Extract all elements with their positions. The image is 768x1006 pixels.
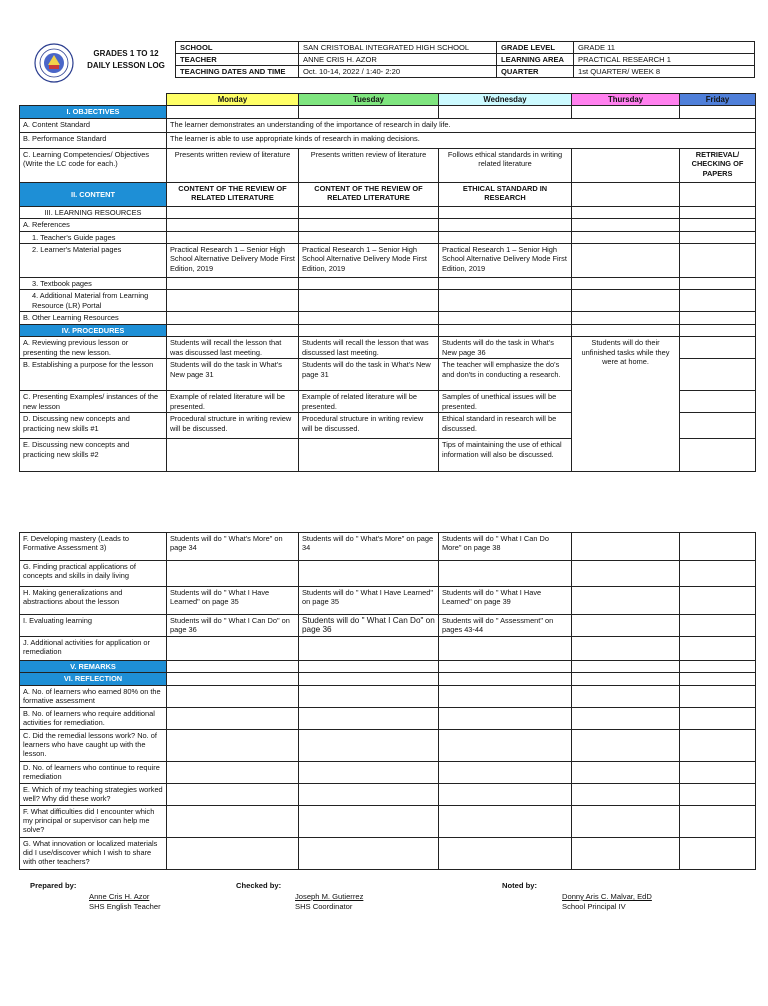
title-line-1: GRADES 1 TO 12 (93, 49, 159, 58)
procedure-e-label: E. Discussing new concepts and practicing new skills #2 (20, 439, 167, 472)
procedure-h-label: H. Making generalizations and abstractions about the lesson (20, 587, 167, 615)
procedure-thursday: Students will do their unfinished tasks while they were at home. (572, 337, 680, 472)
noted-by-name: Donny Aris C. Malvar, EdD (562, 892, 652, 901)
reflection-heading: VI. REFLECTION (20, 673, 167, 685)
lm-tuesday: Practical Research 1 – Senior High School Alternative Delivery Mode First Edition, 2019 (299, 244, 439, 278)
lesson-table-part2 (19, 532, 756, 870)
procedure-i-wednesday: Students will do " Assessment" on pages 43-44 (439, 615, 572, 637)
procedure-c-tuesday: Example of related literature will be presented. (299, 391, 439, 413)
day-header-tuesday: Tuesday (299, 94, 439, 106)
content-monday: CONTENT OF THE REVIEW OF RELATED LITERATURE (167, 182, 299, 206)
procedure-g-label: G. Finding practical applications of concepts and skills in daily living (20, 561, 167, 587)
content-standard-label: A. Content Standard (20, 118, 167, 132)
procedure-i-tuesday: Students will do " What I Can Do" on page 36 (299, 615, 439, 637)
reflection-g-label: G. What innovation or localized materials did I use/discover which I wish to share with other teachers? (20, 837, 167, 869)
procedure-b-label: B. Establishing a purpose for the lesson (20, 359, 167, 391)
procedure-b-tuesday: Students will do the task in What's New page 31 (299, 359, 439, 391)
document-title (78, 48, 174, 72)
procedure-b-monday: Students will do the task in What's New page 31 (167, 359, 299, 391)
procedure-d-tuesday: Procedural structure in writing review will be discussed. (299, 413, 439, 439)
procedure-d-wednesday: Ethical standard in research will be discussed. (439, 413, 572, 439)
noted-by-label: Noted by: (502, 881, 538, 890)
quarter-value: 1st QUARTER/ WEEK 8 (574, 66, 755, 78)
lc-wednesday: Follows ethical standards in writing related literature (439, 148, 572, 182)
content-heading: II. CONTENT (20, 182, 167, 206)
procedure-f-wednesday: Students will do " What I Can Do More" on page 38 (439, 533, 572, 561)
teacher-value: ANNE CRIS H. AZOR (299, 54, 497, 66)
procedure-a-monday: Students will recall the lesson that was discussed last meeting. (167, 337, 299, 359)
checked-by-name: Joseph M. Gutierrez (295, 892, 364, 901)
performance-standard-label: B. Performance Standard (20, 132, 167, 148)
lm-wednesday: Practical Research 1 – Senior High School Alternative Delivery Mode First Edition, 2019 (439, 244, 572, 278)
procedure-e-wednesday: Tips of maintaining the use of ethical information will also be discussed. (439, 439, 572, 472)
school-value: SAN CRISTOBAL INTEGRATED HIGH SCHOOL (299, 42, 497, 54)
dates-label: TEACHING DATES AND TIME (176, 66, 299, 78)
procedure-j-label: J. Additional activities for application or remediation (20, 637, 167, 661)
grade-level-label: GRADE LEVEL (497, 42, 574, 54)
learning-area-label: LEARNING AREA (497, 54, 574, 66)
prepared-by-name: Anne Cris H. Azor (89, 892, 150, 901)
prepared-by-title: SHS English Teacher (89, 902, 161, 911)
grade-level-value: GRADE 11 (574, 42, 755, 54)
learning-resources-heading: III. LEARNING RESOURCES (20, 206, 167, 218)
reflection-f-label: F. What difficulties did I encounter which my principal or supervisor can help me solve? (20, 805, 167, 837)
checked-by-label: Checked by: (236, 881, 282, 890)
procedure-i-label: I. Evaluating learning (20, 615, 167, 637)
reflection-c-label: C. Did the remedial lessons work? No. of learners who have caught up with the lesson. (20, 729, 167, 761)
reflection-a-label: A. No. of learners who earned 80% on the formative assessment (20, 685, 167, 707)
day-header-thursday: Thursday (572, 94, 680, 106)
textbook-label: 3. Textbook pages (20, 278, 167, 290)
procedures-heading: IV. PROCEDURES (20, 324, 167, 336)
checked-by-title: SHS Coordinator (295, 902, 353, 911)
performance-standard-value: The learner is able to use appropriate kinds of research in making decisions. (167, 132, 756, 148)
procedure-h-wednesday: Students will do " What I Have Learned" on page 39 (439, 587, 572, 615)
prepared-by-label: Prepared by: (30, 881, 77, 890)
objectives-heading: I. OBJECTIVES (20, 106, 167, 118)
procedure-d-monday: Procedural structure in writing review will be discussed. (167, 413, 299, 439)
day-header-monday: Monday (167, 94, 299, 106)
quarter-label: QUARTER (497, 66, 574, 78)
dates-value: Oct. 10-14, 2022 / 1:40- 2:20 (299, 66, 497, 78)
remarks-heading: V. REMARKS (20, 661, 167, 673)
learning-area-value: PRACTICAL RESEARCH 1 (574, 54, 755, 66)
other-resources-label: B. Other Learning Resources (20, 312, 167, 324)
teachers-guide-label: 1. Teacher's Guide pages (20, 231, 167, 243)
content-wednesday: ETHICAL STANDARD IN RESEARCH (439, 182, 572, 206)
teacher-label: TEACHER (176, 54, 299, 66)
day-header-friday: Friday (680, 94, 756, 106)
learning-competencies-label: C. Learning Competencies/ Objectives (Write the LC code for each.) (20, 148, 167, 182)
procedure-a-tuesday: Students will recall the lesson that was discussed last meeting. (299, 337, 439, 359)
procedure-c-wednesday: Samples of unethical issues will be presented. (439, 391, 572, 413)
reflection-b-label: B. No. of learners who require additional activities for remediation. (20, 707, 167, 729)
day-header-wednesday: Wednesday (439, 94, 572, 106)
deped-seal-icon (34, 43, 74, 83)
procedure-i-monday: Students will do " What I Can Do" on page 36 (167, 615, 299, 637)
content-standard-value: The learner demonstrates an understanding of the importance of research in daily life. (167, 118, 756, 132)
procedure-f-tuesday: Students will do " What's More" on page 34 (299, 533, 439, 561)
procedure-h-tuesday: Students will do " What I Have Learned" on page 35 (299, 587, 439, 615)
procedure-c-monday: Example of related literature will be presented. (167, 391, 299, 413)
noted-by-title: School Principal IV (562, 902, 626, 911)
procedure-c-label: C. Presenting Examples/ instances of the new lesson (20, 391, 167, 413)
procedure-b-wednesday: The teacher will emphasize the do's and don'ts in conducting a research. (439, 359, 572, 391)
school-label: SCHOOL (176, 42, 299, 54)
references-label: A. References (20, 219, 167, 231)
header-table (175, 41, 755, 78)
procedure-d-label: D. Discussing new concepts and practicing new skills #1 (20, 413, 167, 439)
content-tuesday: CONTENT OF THE REVIEW OF RELATED LITERATURE (299, 182, 439, 206)
lc-friday: RETRIEVAL/ CHECKING OF PAPERS (680, 148, 756, 182)
procedure-a-label: A. Reviewing previous lesson or presenting the new lesson. (20, 337, 167, 359)
procedure-f-monday: Students will do " What's More" on page 34 (167, 533, 299, 561)
lm-monday: Practical Research 1 – Senior High School Alternative Delivery Mode First Edition, 2019 (167, 244, 299, 278)
procedure-h-monday: Students will do " What I Have Learned" on page 35 (167, 587, 299, 615)
lc-monday: Presents written review of literature (167, 148, 299, 182)
lc-tuesday: Presents written review of literature (299, 148, 439, 182)
title-line-2: DAILY LESSON LOG (87, 61, 165, 70)
procedure-a-wednesday: Students will do the task in What's New page 36 (439, 337, 572, 359)
procedure-f-label: F. Developing mastery (Leads to Formative Assessment 3) (20, 533, 167, 561)
learners-material-label: 2. Learner's Material pages (20, 244, 167, 278)
reflection-e-label: E. Which of my teaching strategies worked well? Why did these work? (20, 783, 167, 805)
reflection-d-label: D. No. of learners who continue to require remediation (20, 761, 167, 783)
additional-material-label: 4. Additional Material from Learning Resource (LR) Portal (20, 290, 167, 312)
lesson-table-part1 (19, 93, 756, 472)
